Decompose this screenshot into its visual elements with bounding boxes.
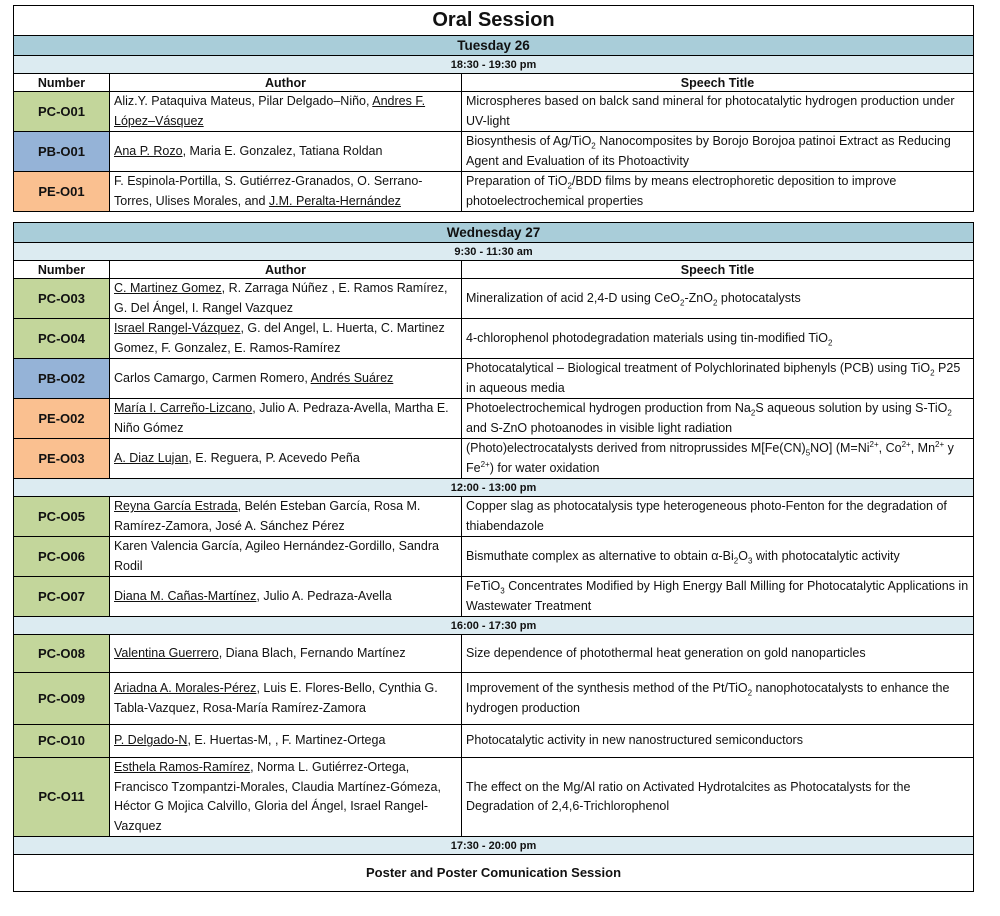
title-text: S aqueous solution by using S-TiO	[755, 401, 948, 415]
title-text: ) for water oxidation	[489, 460, 600, 475]
speech-title-cell	[462, 132, 974, 172]
title-text: 4-chlorophenol photodegradation materials using tin-modified TiO	[466, 330, 829, 345]
title-text: Mineralization of acid 2,4-D using CeO	[466, 290, 680, 305]
author-name: Karen Valencia García, Agileo Hernández-Gordillo, Sandra Rodil	[114, 539, 439, 573]
column-header-row	[14, 261, 974, 279]
subscript: 3	[500, 586, 505, 596]
presentation-code: PC-O05	[14, 497, 110, 537]
author-name: , Diana Blach, Fernando Martínez	[218, 645, 406, 660]
presenting-author: Ariadna A. Morales-Pérez	[114, 681, 257, 695]
title-text: and S-ZnO photoanodes in visible light radiation	[466, 420, 733, 435]
author-name: , E. Reguera, P. Acevedo Peña	[188, 450, 360, 465]
presenting-author: Israel Rangel-Vázquez	[114, 321, 241, 335]
tuesday-table	[13, 5, 974, 212]
title-text: FeTiO	[466, 579, 501, 593]
speech-title-cell	[462, 319, 974, 359]
presenting-author: Ana P. Rozo	[114, 143, 183, 158]
title-text: Improvement of the synthesis method of the Pt/TiO	[466, 681, 748, 695]
presentation-code: PB-O02	[14, 359, 110, 399]
time-slot-row	[14, 243, 974, 261]
author-cell	[110, 132, 462, 172]
presenting-author: Andrés Suárez	[310, 370, 394, 385]
title-text: Photoelectrochemical hydrogen production from Na	[466, 401, 751, 415]
column-header-speech-title: Speech Title	[462, 74, 974, 92]
title-text: Microspheres based on balck sand mineral for photocatalytic hydrogen production under UV-light	[466, 94, 955, 128]
author-name: , E. Huertas-M, , F. Martinez-Ortega	[187, 733, 386, 748]
speech-title-cell	[462, 758, 974, 837]
speech-title-cell	[462, 577, 974, 617]
subscript: 2	[680, 298, 685, 308]
author-cell	[110, 725, 462, 758]
column-header-author: Author	[110, 74, 462, 92]
time-slot-header: 18:30 - 19:30 pm	[14, 56, 974, 74]
speech-title-cell	[462, 635, 974, 673]
presentation-code: PC-O01	[14, 92, 110, 132]
session-row	[14, 497, 974, 537]
presenting-author: Esthela Ramos-Ramírez	[114, 760, 251, 774]
author-cell	[110, 92, 462, 132]
author-cell	[110, 497, 462, 537]
presentation-code: PB-O01	[14, 132, 110, 172]
presentation-code: PC-O09	[14, 673, 110, 725]
title-text: P25 in aqueous media	[466, 361, 961, 395]
author-cell	[110, 537, 462, 577]
subscript: 2	[712, 298, 718, 308]
title-text: y Fe	[466, 441, 954, 475]
speech-title-cell	[462, 497, 974, 537]
column-header-speech-title: Speech Title	[462, 261, 974, 279]
presentation-code: PC-O11	[14, 758, 110, 837]
title-text: nanophotocatalysts to enhance the hydrogen production	[466, 681, 950, 715]
presenting-author: A. Diaz Lujan	[114, 450, 189, 465]
speech-title-cell	[462, 673, 974, 725]
title-text: photocatalysts	[717, 290, 801, 305]
author-cell	[110, 758, 462, 837]
presentation-code: PE-O01	[14, 172, 110, 212]
session-row	[14, 132, 974, 172]
presenting-author: Andres F. López–Vásquez	[114, 94, 426, 128]
author-cell	[110, 172, 462, 212]
presentation-code: PC-O08	[14, 635, 110, 673]
title-text: /BDD films by means electrophoretic deposition to improve photoelectrochemical properties	[466, 174, 897, 208]
schedule-sheet	[13, 5, 973, 892]
session-row	[14, 537, 974, 577]
title-text: O	[738, 548, 748, 563]
author-cell	[110, 359, 462, 399]
title-text: Biosynthesis of Ag/TiO	[466, 134, 592, 148]
author-name: , Luis E. Flores-Bello, Cynthia G. Tabla-Vazquez, Rosa-María Ramírez-Zamora	[114, 681, 438, 715]
title-text: The effect on the Mg/Al ratio on Activated Hydrotalcites as Photocatalysts for the Degradation of 2,4,6-Trichlorophenol	[466, 779, 911, 813]
session-row	[14, 399, 974, 439]
subscript: 2	[750, 408, 756, 418]
subscript: 2	[930, 368, 935, 378]
title-text: NO] (M=Ni	[810, 441, 870, 455]
session-row	[14, 172, 974, 212]
title-text: , Co	[878, 441, 902, 455]
session-row	[14, 635, 974, 673]
session-row	[14, 439, 974, 479]
time-slot-row	[14, 617, 974, 635]
wednesday-table	[13, 222, 974, 892]
day-header-wednesday: Wednesday 27	[14, 223, 974, 243]
author-cell	[110, 319, 462, 359]
author-name: Carlos Camargo, Carmen Romero,	[114, 370, 311, 385]
title-text: Nanocomposites by Borojo Borojoa patinoi Extract as Reducing Agent and Evaluation of its Photoactivity	[466, 134, 951, 168]
title-text: Concentrates Modified by High Energy Ball Milling for Photocatalytic Applications in Wastewater Treatment	[466, 579, 969, 613]
speech-title-cell	[462, 279, 974, 319]
title-text: (Photo)electrocatalysts derived from nitroprussides M[Fe(CN)	[466, 441, 806, 455]
time-slot-header: 9:30 - 11:30 am	[14, 243, 974, 261]
author-cell	[110, 399, 462, 439]
time-slot-row	[14, 837, 974, 855]
author-name: , Julio A. Pedraza-Avella, Martha E. Niño Gómez	[114, 401, 449, 435]
superscript: 2+	[935, 439, 945, 449]
author-cell	[110, 279, 462, 319]
author-cell	[110, 635, 462, 673]
speech-title-cell	[462, 537, 974, 577]
subscript: 2	[747, 688, 753, 698]
author-name: Aliz.Y. Pataquiva Mateus, Pilar Delgado–Niño,	[114, 94, 373, 108]
subscript: 2	[733, 556, 739, 566]
presenting-author: Valentina Guerrero	[114, 645, 219, 660]
subscript: 3	[747, 556, 753, 566]
time-slot-header: 17:30 - 20:00 pm	[14, 837, 974, 855]
speech-title-cell	[462, 359, 974, 399]
title-text: , Mn	[910, 441, 936, 455]
author-name: , G. del Angel, L. Huerta, C. Martinez Gomez, F. Gonzalez, E. Ramos-Ramírez	[114, 321, 445, 355]
presentation-code: PE-O03	[14, 439, 110, 479]
presentation-code: PC-O03	[14, 279, 110, 319]
author-name: , Belén Esteban García, Rosa M. Ramírez-Zamora, José A. Sánchez Pérez	[114, 499, 421, 533]
speech-title-cell	[462, 725, 974, 758]
presentation-code: PC-O07	[14, 577, 110, 617]
time-slot-header: 12:00 - 13:00 pm	[14, 479, 974, 497]
day-header-tuesday: Tuesday 26	[14, 36, 974, 56]
presentation-code: PC-O06	[14, 537, 110, 577]
subscript: 2	[828, 338, 833, 348]
session-title: Oral Session	[14, 6, 974, 36]
author-name: , Maria E. Gonzalez, Tatiana Roldan	[182, 143, 383, 158]
presenting-author: María I. Carreño-Lizcano	[114, 401, 253, 415]
poster-session-label: Poster and Poster Comunication Session	[14, 855, 974, 892]
column-header-author: Author	[110, 261, 462, 279]
session-row	[14, 725, 974, 758]
author-cell	[110, 673, 462, 725]
session-row	[14, 577, 974, 617]
presenting-author: P. Delgado-N	[114, 733, 188, 748]
author-name: , Julio A. Pedraza-Avella	[256, 588, 392, 603]
speech-title-cell	[462, 172, 974, 212]
title-text: Size dependence of photothermal heat generation on gold nanoparticles	[466, 645, 866, 660]
presenting-author: J.M. Peralta-Hernández	[268, 193, 401, 208]
superscript: 2+	[901, 439, 911, 449]
title-text: Copper slag as photocatalysis type heterogeneous photo-Fenton for the degradation of thiabendazole	[466, 499, 947, 533]
presentation-code: PE-O02	[14, 399, 110, 439]
title-text: -ZnO	[684, 290, 713, 305]
subscript: 2	[567, 181, 572, 191]
subscript: 5	[805, 448, 811, 458]
subscript: 2	[947, 408, 952, 418]
presenting-author: Diana M. Cañas-Martínez	[114, 588, 257, 603]
session-row	[14, 673, 974, 725]
presenting-author: Reyna García Estrada	[114, 499, 238, 513]
speech-title-cell	[462, 399, 974, 439]
time-slot-row	[14, 479, 974, 497]
column-header-number: Number	[14, 74, 110, 92]
title-text: Bismuthate complex as alternative to obtain α-Bi	[466, 548, 734, 563]
subscript: 2	[591, 141, 596, 151]
time-slot-header: 16:00 - 17:30 pm	[14, 617, 974, 635]
session-row	[14, 92, 974, 132]
column-header-number: Number	[14, 261, 110, 279]
speech-title-cell	[462, 92, 974, 132]
author-cell	[110, 577, 462, 617]
session-row	[14, 758, 974, 837]
title-text: Photocatalytical – Biological treatment of Polychlorinated biphenyls (PCB) using TiO	[466, 361, 931, 375]
session-row	[14, 359, 974, 399]
title-text: with photocatalytic activity	[752, 548, 900, 563]
session-row	[14, 279, 974, 319]
session-row	[14, 319, 974, 359]
title-text: Preparation of TiO	[466, 174, 568, 188]
author-cell	[110, 439, 462, 479]
closing-row	[14, 855, 974, 892]
title-text: Photocatalytic activity in new nanostructured semiconductors	[466, 733, 803, 748]
superscript: 2+	[869, 439, 879, 449]
presentation-code: PC-O04	[14, 319, 110, 359]
author-name: , R. Zarraga Núñez , E. Ramos Ramírez, G. Del Ángel, I. Rangel Vazquez	[114, 281, 448, 315]
presenting-author: C. Martinez Gomez	[114, 281, 222, 295]
superscript: 2+	[480, 459, 490, 469]
section-gap	[13, 212, 973, 222]
author-name: , Norma L. Gutiérrez-Ortega, Francisco Tzompantzi-Morales, Claudia Martínez-Gómeza, Héctor G Mojica Calvillo, Gloria del Ángel, Israel Rangel-Vazquez	[114, 760, 441, 833]
author-name: F. Espinola-Portilla, S. Gutiérrez-Granados, O. Serrano-Torres, Ulises Morales, and	[114, 174, 423, 208]
speech-title-cell	[462, 439, 974, 479]
presentation-code: PC-O10	[14, 725, 110, 758]
